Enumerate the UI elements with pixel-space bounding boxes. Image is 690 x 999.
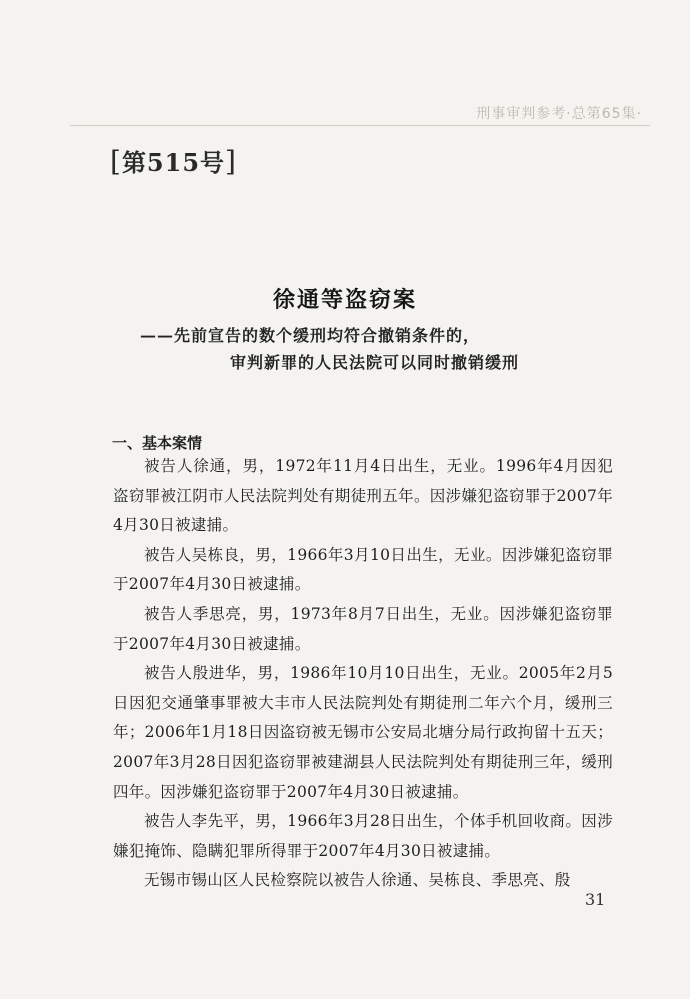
paragraph: 无锡市锡山区人民检察院以被告人徐通、吴栋良、季思亮、殷 [144, 871, 571, 890]
case-subtitle-line-2: 审判新罪的人民法院可以同时撤销缓刑 [230, 353, 520, 372]
section-heading: 一、基本案情 [112, 434, 203, 452]
paragraph: 被告人吴栋良，男，1966年3月10日出生，无业。因涉嫌犯盗窃罪于2007年4月30日被逮捕。 [113, 545, 613, 594]
running-head: 刑事审判参考·总第65集· [476, 106, 642, 122]
case-number [110, 143, 237, 178]
paragraph: 被告人季思亮，男，1973年8月7日出生，无业。因涉嫌犯盗窃罪于2007年4月30日被逮捕。 [113, 604, 613, 653]
open-bracket: [ [110, 145, 122, 178]
paragraph: 被告人徐通，男，1972年11月4日出生，无业。1996年4月因犯盗窃罪被江阴市人民法院判处有期徒刑五年。因涉嫌犯盗窃罪于2007年4月30日被逮捕。 [113, 457, 613, 535]
paragraph: 被告人李先平，男，1966年3月28日出生，个体手机回收商。因涉嫌犯掩饰、隐瞒犯罪所得罪于2007年4月30日被逮捕。 [113, 812, 613, 860]
header-rule [70, 125, 650, 126]
body-text [113, 452, 613, 896]
case-title: 徐通等盗窃案 [272, 287, 417, 313]
close-bracket: ] [225, 145, 237, 178]
page-number: 31 [585, 890, 606, 909]
paragraph: 被告人殷进华，男，1986年10月10日出生，无业。2005年2月5日因犯交通肇事罪被大丰市人民法院判处有期徒刑二年六个月，缓刑三年；2006年1月18日因盗窃被无锡市公安局北塘分局行政拘留十五天；2007年3月28日因犯盗窃罪被建湖县人民法院判处有期徒刑三年，缓刑四年。因涉嫌犯盗窃罪于2007年4月30日被逮捕。 [113, 664, 613, 801]
case-number-text: 第515号 [121, 148, 226, 177]
case-subtitle-line-1: ——先前宣告的数个缓刑均符合撤销条件的， [140, 326, 481, 345]
